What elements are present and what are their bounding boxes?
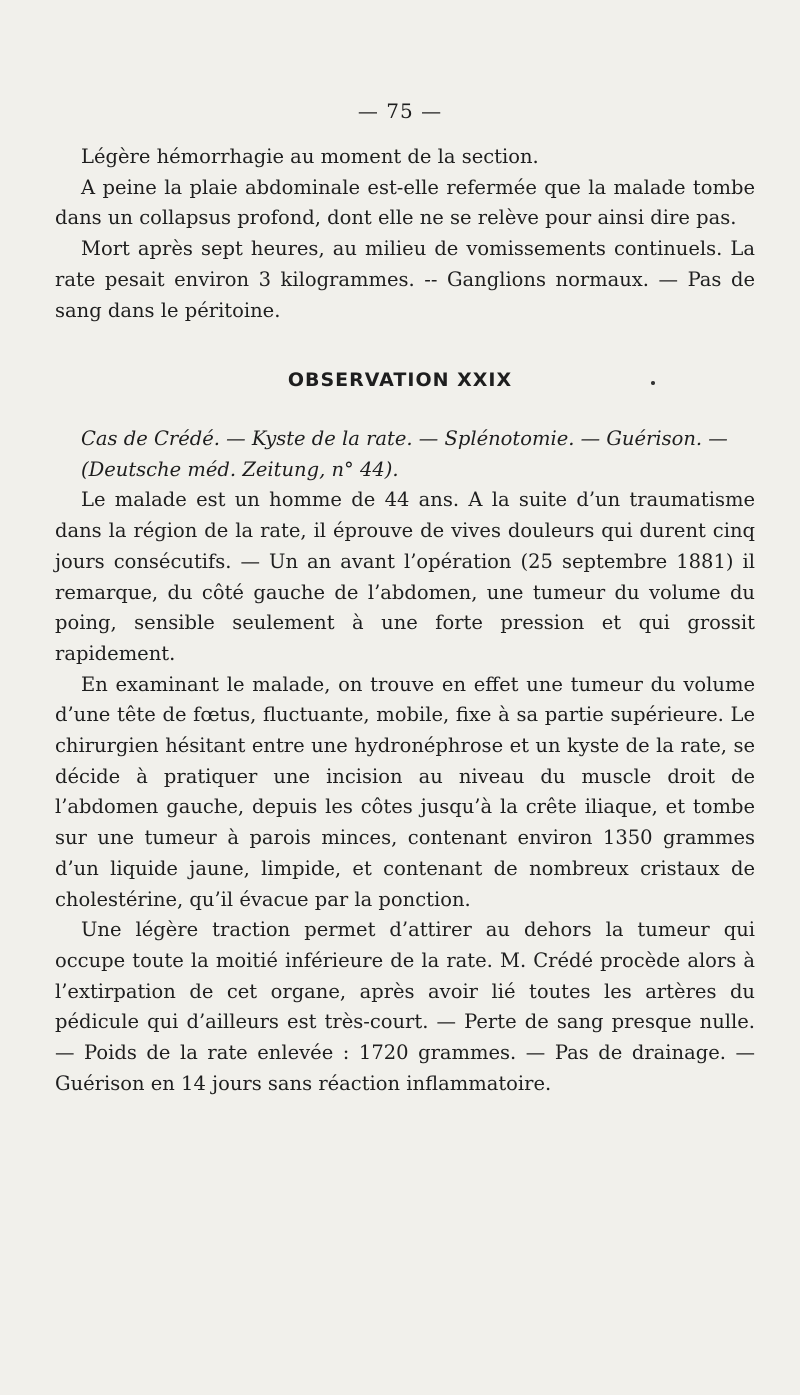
page-number: — 75 — — [357, 99, 443, 123]
intro-paragraph-2: A peine la plaie abdominale est-elle refermée que la malade tombe dans un collapsus profond, dont elle ne se relève pour ainsi dire pas. — [55, 175, 755, 230]
observation-heading: OBSERVATION XXIX — [287, 369, 513, 391]
observation-section — [55, 424, 755, 1099]
intro-paragraph-1: Légère hémorrhagie au moment de la section. — [81, 145, 539, 168]
observation-paragraph-3: Une légère traction permet d’attirer au dehors la tumeur qui occupe toute la moitié inférieure de la rate. M. Crédé procède alors à l’extirpation de cet organe, après avoir lié toutes les artères du pédicule qui d’ailleurs est très-court. — Perte de sang presque nulle. — Poids de la rate enlevée : 1720 grammes. — Pas de drainage. — Guérison en 14 jours sans réaction inflammatoire. — [55, 918, 755, 1095]
print-speck — [651, 381, 655, 385]
intro-section — [55, 142, 755, 326]
observation-paragraph-1: Le malade est un homme de 44 ans. A la suite d’un traumatisme dans la région de la rate, il éprouve de vives douleurs qui durent cinq jours consécutifs. — Un an avant l’opération (25 septembre 1881) il remarque, du côté gauche de l’abdomen, une tumeur du volume du poing, sensible seulement à une forte pression et qui grossit rapidement. — [55, 488, 755, 665]
case-source-line: (Deutsche méd. Zeitung, n° 44). — [81, 457, 399, 481]
case-title-line: Cas de Crédé. — Kyste de la rate. — Splénotomie. — Guérison. — — [81, 427, 728, 450]
observation-paragraph-2: En examinant le malade, on trouve en effet une tumeur du volume d’une tête de fœtus, fluctuante, mobile, fixe à sa partie supérieure. Le chirurgien hésitant entre une hydronéphrose et un kyste de la rate, se décide à pratiquer une incision au niveau du muscle droit de l’abdomen gauche, depuis les côtes jusqu’à la crête iliaque, et tombe sur une tumeur à parois minces, contenant environ 1350 grammes d’un liquide jaune, limpide, et contenant de nombreux cristaux de cholestérine, qu’il évacue par la ponction. — [55, 672, 755, 911]
intro-paragraph-3: Mort après sept heures, au milieu de vomissements continuels. La rate pesait environ 3 kilogrammes. -- Ganglions normaux. — Pas de sang dans le péritoine. — [55, 237, 755, 322]
